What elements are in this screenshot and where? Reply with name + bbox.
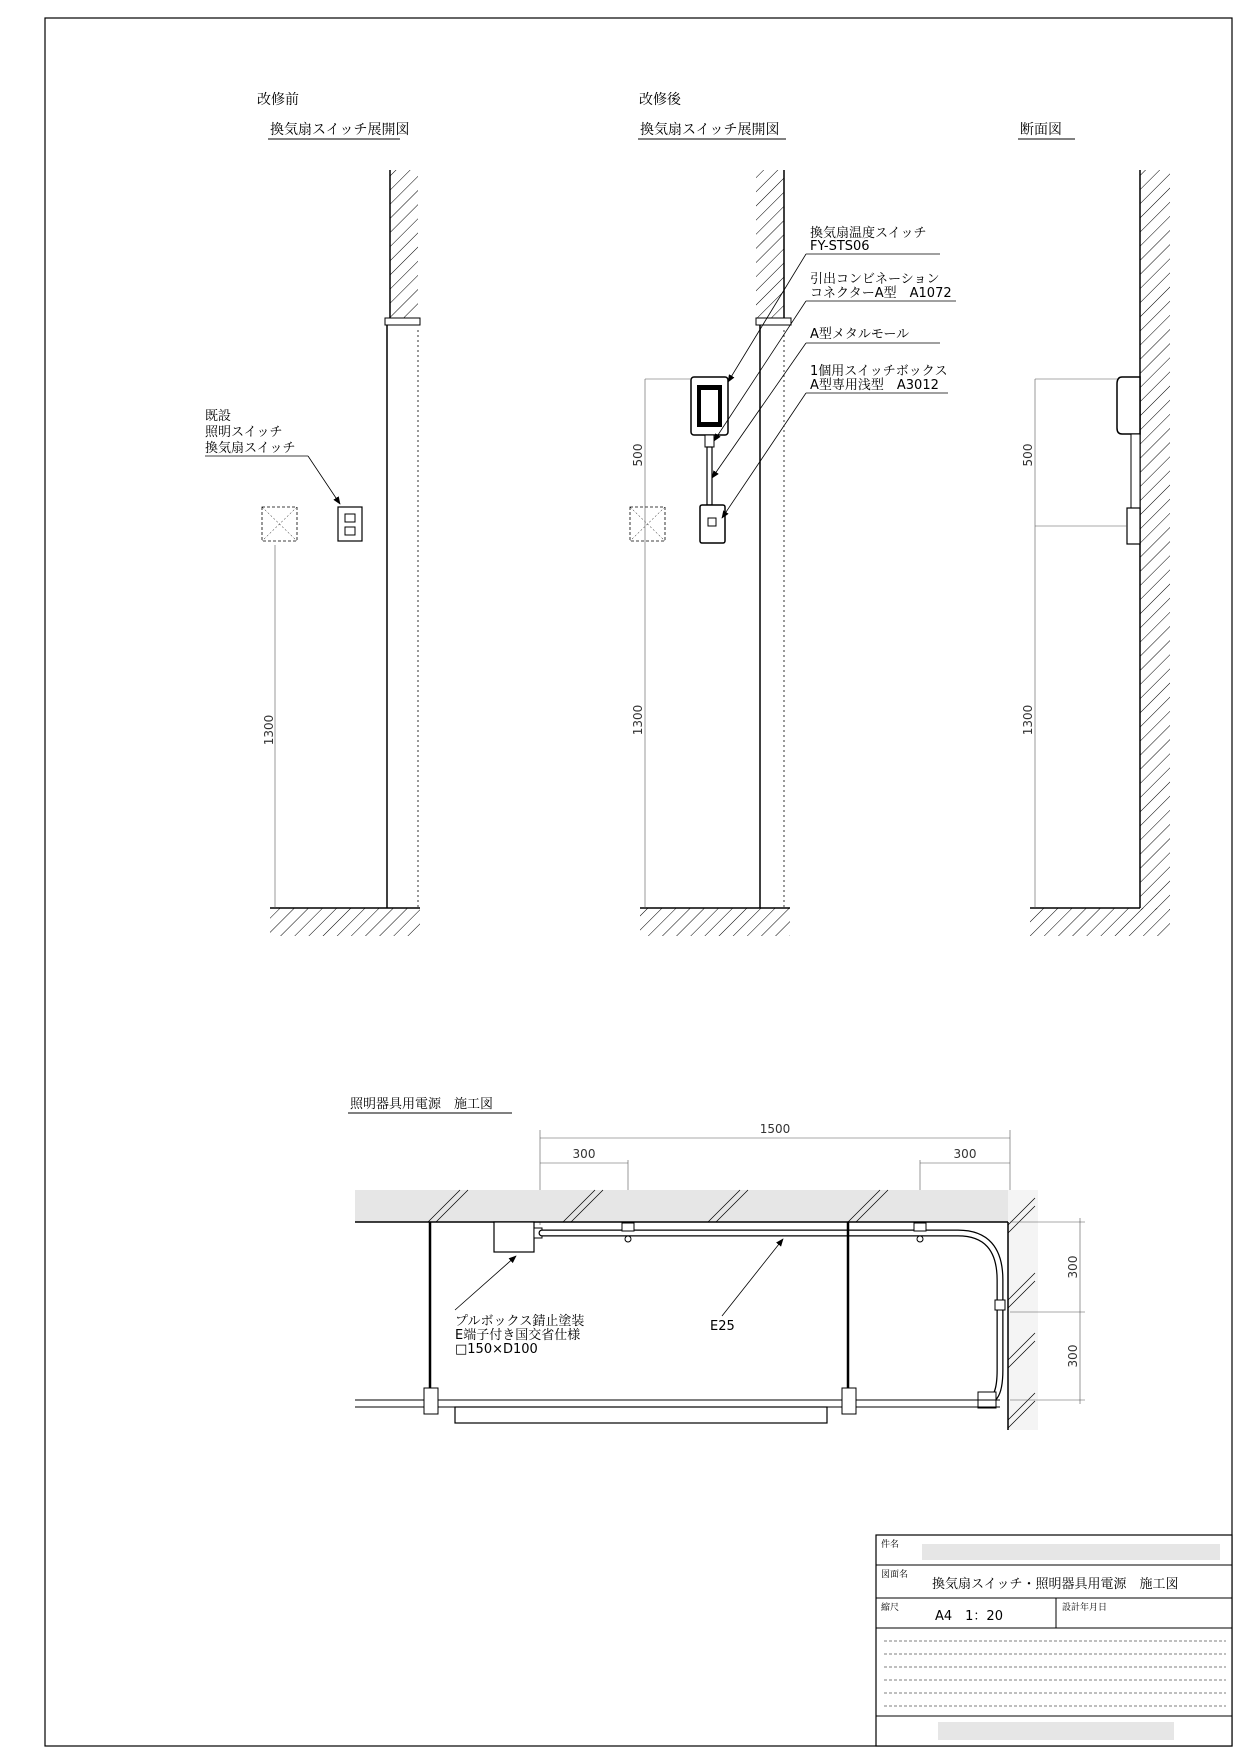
- floor-hatch: [640, 908, 790, 936]
- date-label: 設計年月日: [1062, 1603, 1108, 1613]
- project-label: 件名: [881, 1540, 900, 1550]
- dim-300-v2-label: 300: [1066, 1344, 1080, 1368]
- ceiling-molding: [385, 318, 420, 325]
- pullbox-label-2: E端子付き国交省仕様: [455, 1328, 581, 1343]
- fixture-mount-right: [842, 1388, 856, 1414]
- before-title: 換気扇スイッチ展開図: [270, 122, 410, 138]
- switch-box-section: [1127, 508, 1140, 544]
- pullbox-label-1: プルボックス錆止塗装: [455, 1314, 585, 1329]
- after-title: 換気扇スイッチ展開図: [640, 122, 780, 138]
- dim-500-label: 500: [631, 443, 645, 467]
- existing-label-1: 既設: [205, 409, 232, 424]
- dim-300-right-label: 300: [953, 1147, 977, 1161]
- existing-switch-plate: [338, 507, 362, 541]
- light-fixture: [455, 1407, 827, 1423]
- side-wall: [1008, 1190, 1038, 1430]
- dim-300-v1-label: 300: [1066, 1255, 1080, 1279]
- floor-hatch: [1030, 908, 1170, 936]
- dim-1300-label: 1300: [1021, 704, 1035, 736]
- elevation-before: [205, 92, 420, 936]
- conduit-label: E25: [710, 1319, 735, 1334]
- callout-3a: A型メタルモール: [810, 327, 910, 342]
- ceiling-molding: [756, 318, 791, 325]
- wall-hatch-section: [1140, 170, 1170, 910]
- conduit-coupling: [995, 1300, 1005, 1310]
- dim-1300-label: 1300: [262, 714, 276, 746]
- elevation-after: [630, 91, 956, 936]
- callout-1b: FY-STS06: [810, 239, 870, 254]
- drawing-name: 換気扇スイッチ・照明器具用電源 施工図: [932, 1577, 1179, 1592]
- conduit-saddle: [622, 1223, 634, 1231]
- ceiling-slab: [355, 1190, 1008, 1222]
- before-label: 改修前: [257, 92, 299, 108]
- callout-4a: 1個用スイッチボックス: [810, 364, 948, 379]
- metal-mall: [707, 447, 712, 505]
- fixture-mount-left: [424, 1388, 438, 1414]
- mall-section: [1131, 434, 1140, 508]
- footer-field-redacted: [938, 1722, 1174, 1740]
- conduit-e25-outline: [542, 1233, 1000, 1400]
- callout-1a: 換気扇温度スイッチ: [810, 226, 927, 241]
- existing-label-2: 照明スイッチ: [205, 425, 283, 440]
- dim-500-label: 500: [1021, 443, 1035, 467]
- section-view: [1018, 122, 1170, 936]
- combination-connector: [705, 435, 714, 447]
- dim-300-left-label: 300: [572, 1147, 596, 1161]
- dim-1500-label: 1500: [759, 1122, 791, 1136]
- sheet-border: [45, 18, 1232, 1746]
- lighting-drawing: [348, 1097, 1085, 1430]
- temperature-switch-section: [1117, 377, 1140, 434]
- pullbox-label-3: □150×D100: [455, 1342, 538, 1357]
- callout-2a: 引出コンビネーション: [810, 272, 940, 287]
- wall-hatch-upper: [390, 170, 418, 320]
- pull-box: [494, 1222, 534, 1252]
- section-title: 断面図: [1020, 122, 1062, 138]
- title-block: [876, 1535, 1232, 1746]
- existing-label-3: 換気扇スイッチ: [205, 441, 296, 456]
- callout-4b: A型専用浅型 A3012: [810, 378, 939, 393]
- floor-hatch: [270, 908, 420, 936]
- conduit-e25: [542, 1233, 1000, 1400]
- scale-label: 縮尺: [881, 1603, 900, 1613]
- drawing-name-label: 図面名: [881, 1570, 909, 1580]
- after-label: 改修後: [639, 92, 681, 108]
- project-field-redacted: [922, 1544, 1220, 1560]
- dim-1300-label: 1300: [631, 704, 645, 736]
- conduit-saddle: [914, 1223, 926, 1231]
- callout-2b: コネクターA型 A1072: [810, 286, 952, 301]
- switch-box: [700, 505, 725, 543]
- lighting-title: 照明器具用電源 施工図: [350, 1097, 494, 1112]
- scale-value: A4 1：20: [935, 1609, 1003, 1624]
